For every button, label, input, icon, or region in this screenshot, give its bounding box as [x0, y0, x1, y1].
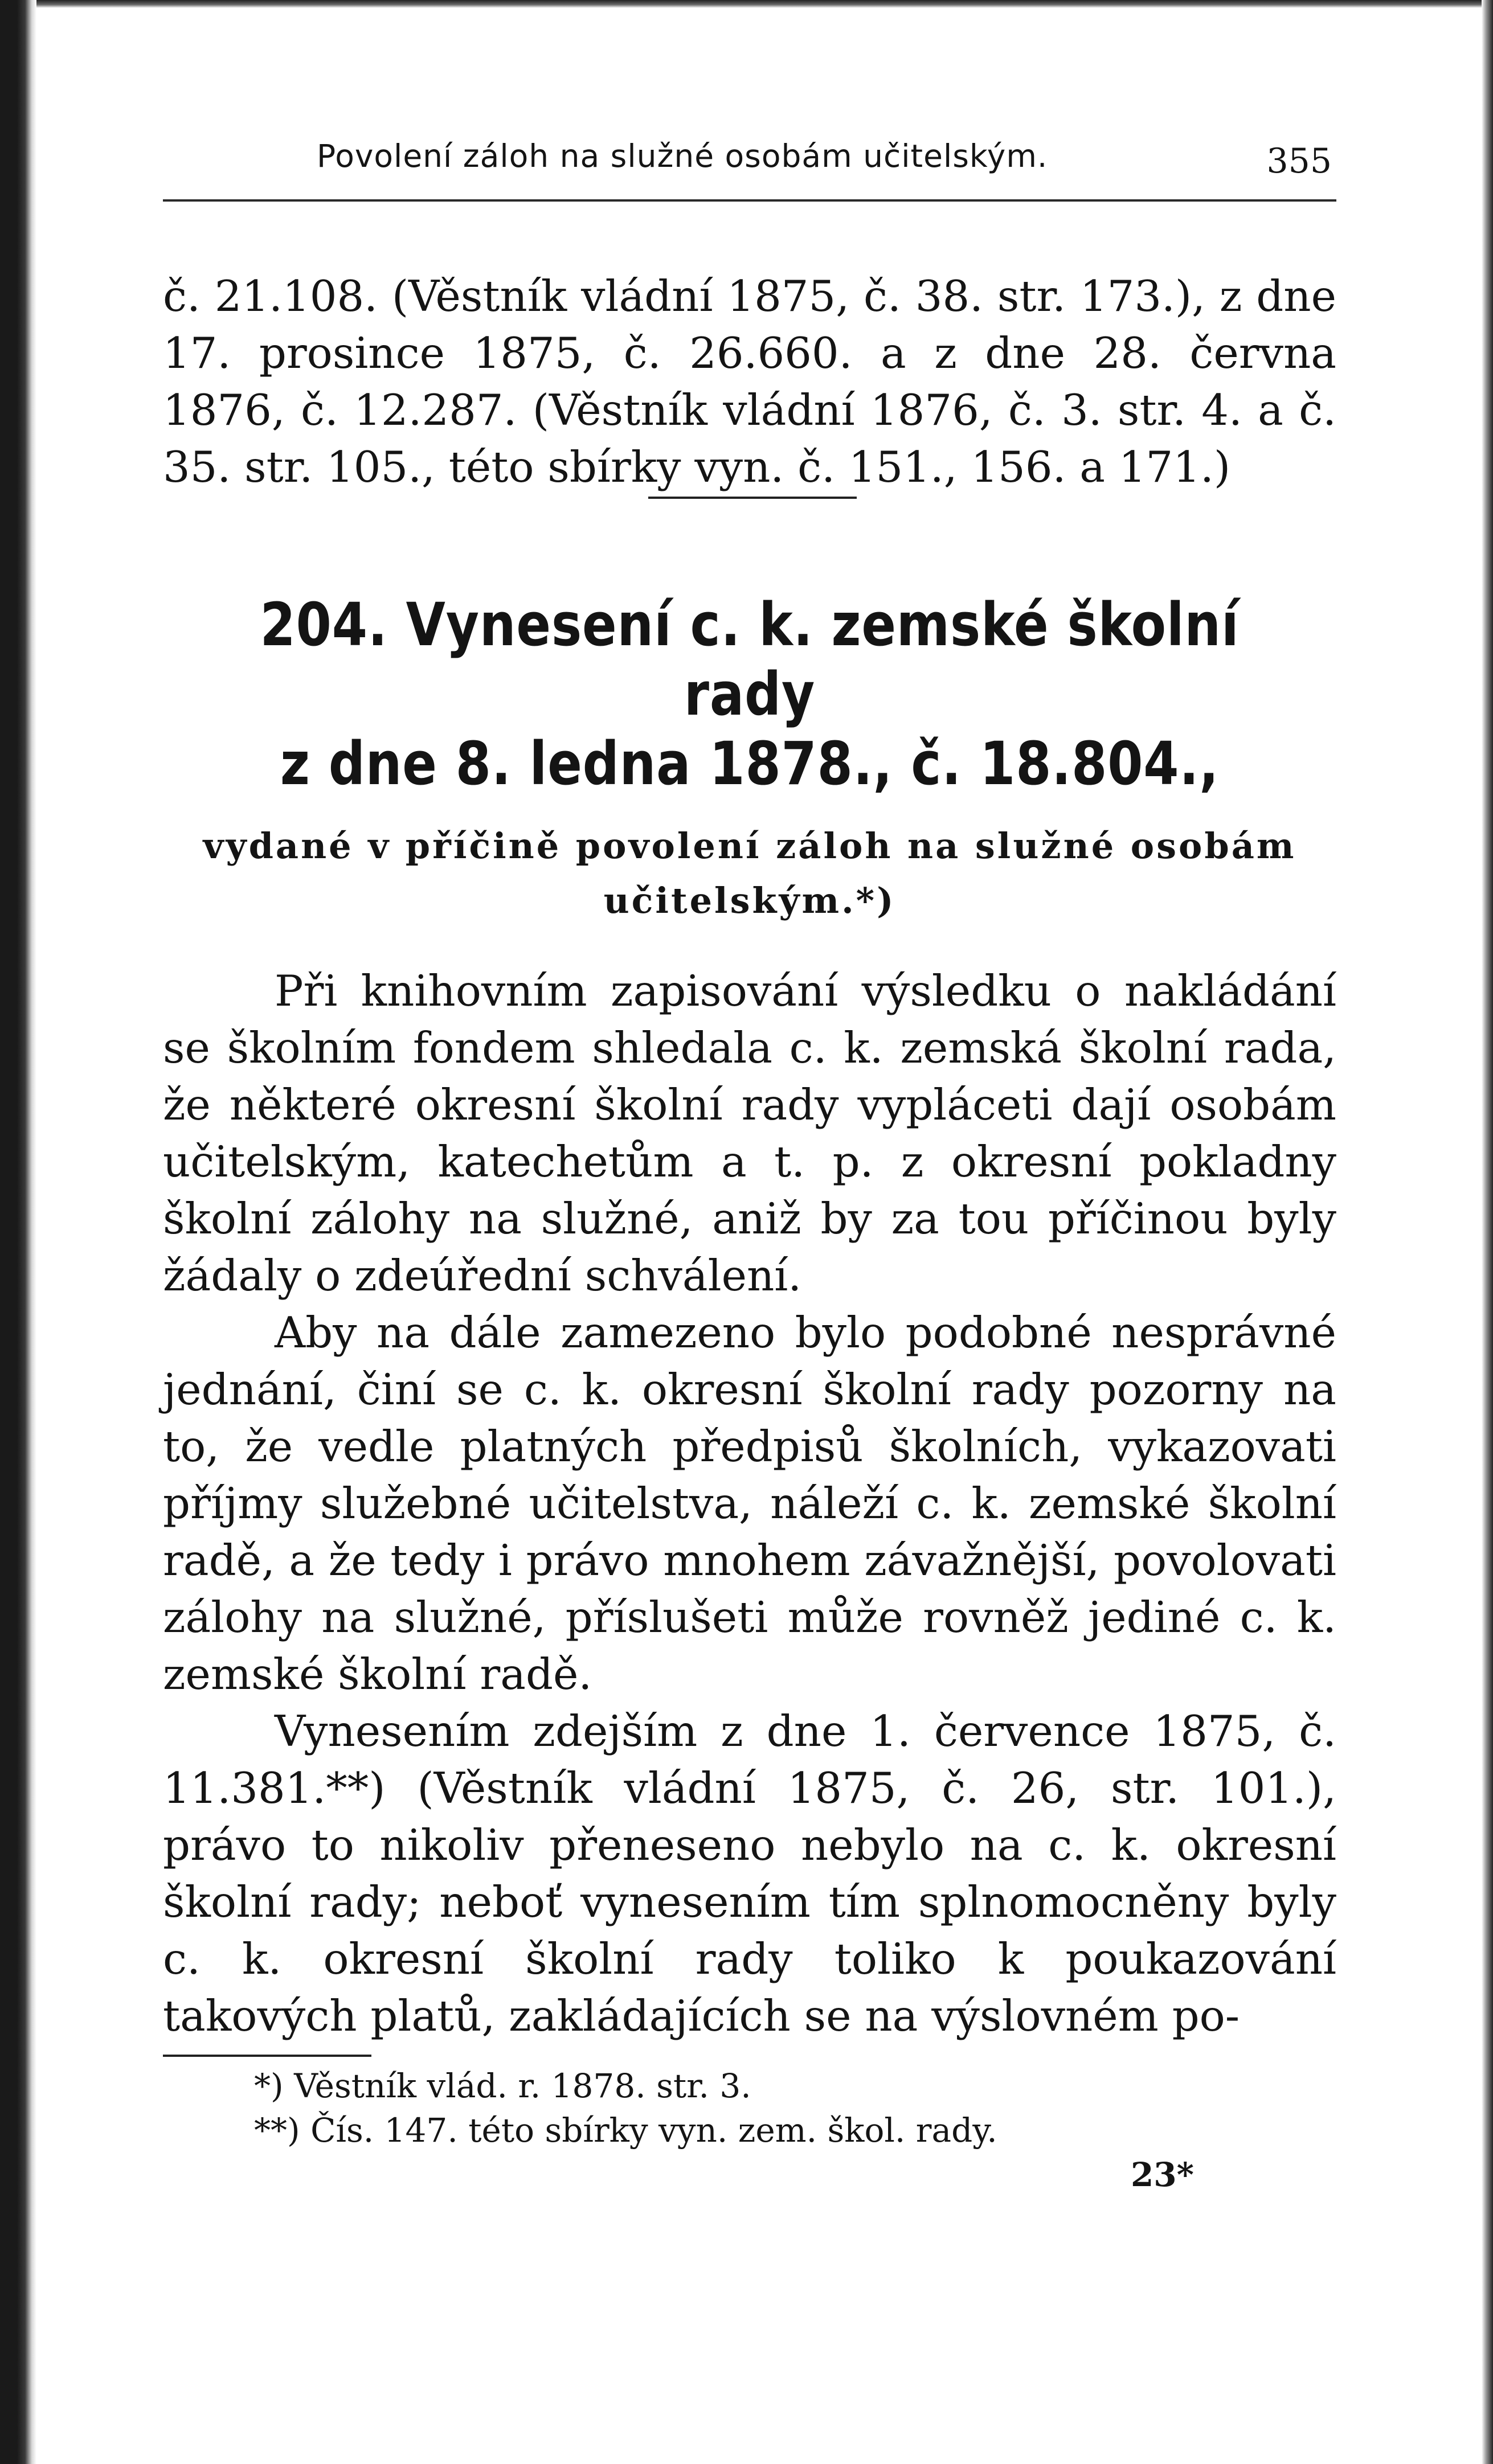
- body-paragraph: Vynesením zdejším z dne 1. července 1875, č. 11.381.**) (Věstník vládní 1875, č. 26, str. 101.), právo to nikoliv přeneseno nebylo na c. k. okresní školní rady; neboť vynesením tím splnomocněny byly c. k. okresní školní rady toliko k poukazování takových platů, zakládajících se na výslovném po-: [163, 1706, 1336, 2041]
- footnote-divider: [163, 2055, 371, 2057]
- section-body: [163, 962, 1336, 2044]
- page-number: 355: [1266, 141, 1332, 181]
- footnotes: [163, 2055, 1336, 2197]
- section-heading-line2: z dne 8. ledna 1878., č. 18.804.,: [280, 729, 1220, 798]
- scan-edge-right: [1482, 0, 1493, 2464]
- scan-edge-top: [0, 0, 1493, 8]
- running-head: [163, 131, 1336, 202]
- footnote: *) Věstník vlád. r. 1878. str. 3.: [254, 2067, 751, 2105]
- body-paragraph: Při knihovním zapisování výsledku o nakládání se školním fondem shledala c. k. zemská školní rada, že některé okresní školní rady vypláceti dají osobám učitelským, katechetům a t. p. z okresní pokladny školní zálohy na služné, aniž by za tou příčinou byly žádaly o zdeúřední schválení.: [163, 966, 1336, 1301]
- section-subheading: vydané v příčině povolení záloh na služné osobám učitelským.*): [203, 825, 1296, 921]
- scan-edge-left: [0, 0, 36, 2464]
- citation-paragraph: č. 21.108. (Věstník vládní 1875, č. 38. str. 173.), z dne 17. prosince 1875, č. 26.660. a z dne 28. června 1876, č. 12.287. (Věstník vládní 1876, č. 3. str. 4. a č. 35. str. 105., této sbírky vyn. č. 151., 156. a 171.): [163, 271, 1336, 492]
- book-page: [163, 131, 1336, 2197]
- body-paragraph: Aby na dále zamezeno bylo podobné nesprávné jednání, činí se c. k. okresní školní rady pozorny na to, že vedle platných předpisů školních, vykazovati příjmy služebné učitelstva, náleží c. k. zemské školní radě, a že tedy i právo mnohem závažnější, povolovati zálohy na služné, příslušeti může rovněž jediné c. k. zemské školní radě.: [163, 1307, 1336, 1699]
- section-heading: [163, 590, 1336, 798]
- section-heading-line1: 204. Vynesení c. k. zemské školní rady: [260, 590, 1240, 729]
- running-title: Povolení záloh na služné osobám učitelským.: [317, 138, 1048, 174]
- footnote: **) Čís. 147. této sbírky vyn. zem. škol. rady.: [254, 2111, 997, 2150]
- signature-mark: 23*: [1130, 2155, 1194, 2194]
- section-divider: [648, 497, 857, 499]
